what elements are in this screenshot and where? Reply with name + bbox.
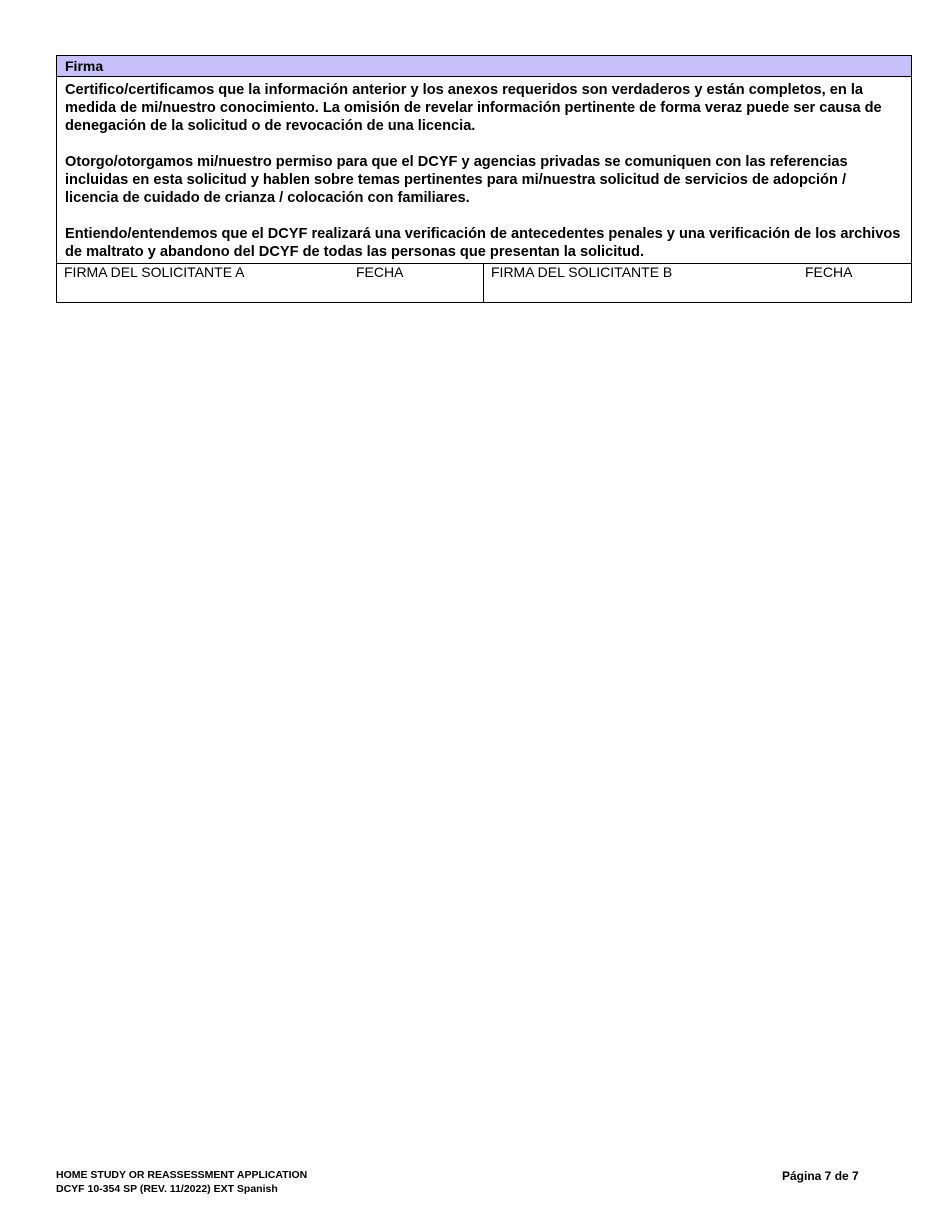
footer-form-title: HOME STUDY OR REASSESSMENT APPLICATION [56, 1169, 308, 1181]
applicant-a-signature-field[interactable] [57, 264, 484, 302]
footer-form-code: DCYF 10-354 SP (REV. 11/2022) EXT Spanish [56, 1182, 278, 1195]
footer-form-info [56, 1169, 307, 1196]
footer-page-number: Página 7 de 7 [782, 1169, 859, 1183]
certification-statements [57, 77, 911, 263]
section-header-firma: Firma [57, 56, 911, 77]
applicant-b-date-label: FECHA [805, 264, 853, 280]
applicant-b-signature-label: FIRMA DEL SOLICITANTE B [491, 264, 673, 280]
applicant-b-signature-field[interactable] [484, 264, 911, 302]
background-check-statement: Entiendo/entendemos que el DCYF realizará una verificación de antecedentes penales y una verificación de los archivos de maltrato y abandono del DCYF de todas las personas que presentan la solicitud. [65, 226, 901, 260]
signature-row [57, 263, 911, 302]
applicant-a-signature-label: FIRMA DEL SOLICITANTE A [64, 264, 245, 280]
certification-statement: Certifico/certificamos que la información anterior y los anexos requeridos son verdaderos y están completos, en la medida de mi/nuestro conocimiento. La omisión de revelar información pertinente de forma veraz puede ser causa de denegación de la solicitud o de revocación de una licencia. [65, 82, 882, 134]
signature-section [56, 55, 912, 303]
permission-statement: Otorgo/otorgamos mi/nuestro permiso para que el DCYF y agencias privadas se comuniquen con las referencias incluidas en esta solicitud y hablen sobre temas pertinentes para mi/nuestra solicitud de servicios de adopción / licencia de cuidado de crianza / colocación con familiares. [65, 154, 848, 206]
applicant-a-date-label: FECHA [356, 264, 404, 280]
